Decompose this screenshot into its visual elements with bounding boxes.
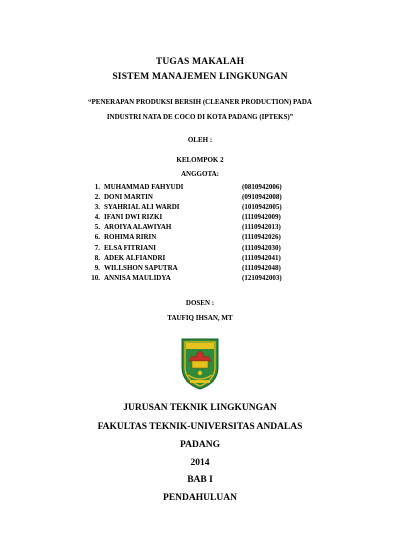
lecturer-name: TAUFIQ IHSAN, MT: [167, 314, 233, 322]
member-nim: (0810942006): [242, 183, 282, 191]
member-row: [84, 232, 324, 242]
subtitle-line-2: INDUSTRI NATA DE COCO DI KOTA PADANG (IPTEKS)”: [106, 113, 294, 121]
subtitle-line-1: “PENERAPAN PRODUKSI BERSIH (CLEANER PRODUCTION) PADA: [88, 98, 312, 106]
member-row: [84, 222, 324, 232]
member-number: 6.: [94, 233, 100, 242]
member-nim: (0910942008): [242, 193, 282, 202]
member-row: [84, 192, 324, 202]
member-name: ANNISA MAULIDYA: [104, 273, 171, 282]
member-nim: (1110942030): [242, 243, 281, 252]
member-number: 9.: [94, 263, 100, 272]
member-number: 2.: [94, 193, 100, 202]
year: 2014: [190, 458, 210, 468]
group-label: KELOMPOK 2: [176, 156, 224, 164]
member-name: DONI MARTIN: [104, 193, 153, 202]
member-row: [84, 273, 324, 283]
member-row: [84, 263, 324, 273]
member-row: [84, 243, 324, 253]
member-nim: (1110942041): [242, 253, 281, 262]
member-number: 1.: [94, 183, 100, 191]
member-number: 4.: [94, 213, 100, 222]
member-nim: (1010942005): [242, 203, 282, 212]
member-name: ADEK ALFIANDRI: [104, 253, 166, 262]
member-nim: (1110942013): [242, 223, 281, 232]
member-name: ROHIMA RIRIN: [104, 233, 157, 242]
chapter-number: BAB I: [187, 475, 213, 485]
member-number: 3.: [94, 203, 100, 212]
document-subtitle: [50, 95, 350, 125]
member-name: IFANI DWI RIZKI: [104, 213, 163, 222]
member-nim: (1110942009): [242, 213, 281, 222]
member-row: [84, 202, 324, 212]
members-label: ANGGOTA:: [181, 170, 219, 178]
member-row: [84, 182, 324, 192]
member-number: 8.: [94, 253, 100, 262]
member-row: [84, 253, 324, 263]
chapter-title: PENDAHULUAN: [163, 493, 237, 503]
city-name: PADANG: [180, 440, 220, 450]
faculty-name: FAKULTAS TEKNIK-UNIVERSITAS ANDALAS: [97, 422, 303, 432]
lecturer-label: DOSEN :: [185, 299, 215, 307]
member-name: ELSA FITRIANI: [104, 243, 156, 252]
department-name: JURUSAN TEKNIK LINGKUNGAN: [123, 403, 277, 413]
member-number: 5.: [94, 223, 100, 232]
member-number: 10.: [91, 273, 100, 282]
document-course: SISTEM MANAJEMEN LINGKUNGAN: [112, 72, 288, 82]
member-nim: (1110942026): [242, 233, 281, 242]
member-name: SYAHRIAL ALI WARDI: [104, 203, 180, 212]
oleh-label: OLEH :: [187, 136, 213, 144]
member-row: [84, 212, 324, 222]
member-name: AROIYA ALAWIYAH: [104, 223, 172, 232]
member-name: WILLSHON SAPUTRA: [104, 263, 178, 272]
member-list: [84, 182, 324, 283]
member-name: MUHAMMAD FAHYUDI: [104, 183, 184, 191]
member-nim: (1110942048): [242, 263, 281, 272]
member-number: 7.: [94, 243, 100, 252]
document-title: TUGAS MAKALAH: [155, 57, 245, 67]
member-nim: (1210942003): [242, 273, 282, 282]
university-crest-icon: [180, 335, 220, 391]
